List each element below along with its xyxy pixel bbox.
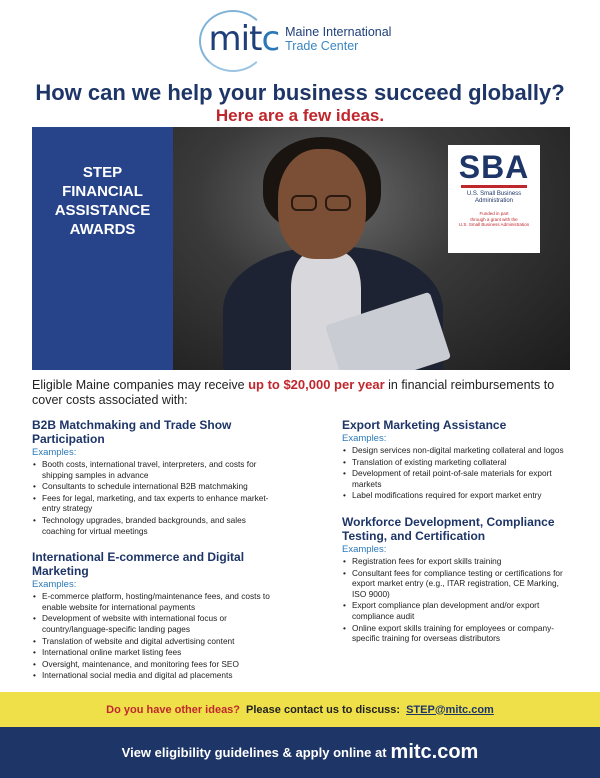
example-list <box>32 591 277 681</box>
sba-mark: SBA <box>458 149 530 185</box>
footer-bar <box>0 727 600 778</box>
contact-bar <box>0 692 600 727</box>
section-title: Export Marketing Assistance <box>342 418 507 432</box>
examples-label: Examples: <box>342 433 387 444</box>
list-item: • Translation of existing marketing collateral <box>352 457 574 468</box>
intro-after: in financial reimbursements to cover costs associated with: <box>32 378 555 407</box>
sba-funded <box>448 211 540 228</box>
examples-label: Examples: <box>32 447 77 458</box>
list-item: • Registration fees for export skills training <box>352 556 574 567</box>
example-list <box>32 459 277 536</box>
logo-mark-a: mit <box>208 19 262 59</box>
glasses-icon <box>291 195 353 211</box>
hero-title-line: STEP <box>82 164 123 181</box>
list-item: • Consultant fees for compliance testing or certifications for export market entry (e.g., ITAR registration, CE Marking, ISO 9000) <box>352 568 574 600</box>
headline: How can we help your business succeed globally? <box>35 80 565 105</box>
example-list <box>342 556 574 644</box>
list-item: • International online market listing fees <box>42 647 277 658</box>
list-item: • Label modifications required for export market entry <box>352 490 574 501</box>
examples-label: Examples: <box>32 579 77 591</box>
hero-title-panel <box>32 127 173 370</box>
hero-title-line: FINANCIAL <box>62 183 143 200</box>
logo-mark-b: c <box>261 19 280 59</box>
logo-mark <box>208 19 280 59</box>
list-item: • Oversight, maintenance, and monitoring fees for SEO <box>42 659 277 670</box>
hero-title-line: AWARDS <box>69 221 136 238</box>
section-b2b <box>32 418 277 536</box>
list-item: • Online export skills training for employees or company-specific training for overseas distributors <box>352 623 574 644</box>
section-ecommerce <box>32 550 277 681</box>
example-list <box>342 445 574 501</box>
left-column <box>32 418 277 695</box>
examples-label: Examples: <box>342 543 387 555</box>
sba-funded-line: Funded in part <box>479 211 509 216</box>
list-item: • Consultants to schedule international B2B matchmaking <box>42 481 277 492</box>
cta-question: Do you have other ideas? <box>106 703 241 716</box>
intro-before: Eligible Maine companies may receive <box>32 378 249 392</box>
section-title: Workforce Development, Compliance Testing, and Certification <box>342 514 555 543</box>
sba-logo <box>448 145 540 253</box>
hero-title <box>32 163 173 239</box>
logo-line-1: Maine International <box>285 25 392 39</box>
website-link[interactable]: mitc.com <box>390 741 479 763</box>
subhead: Here are a few ideas. <box>215 106 385 125</box>
list-item: • Export compliance plan development and/or export compliance audit <box>352 600 574 621</box>
logo-text <box>285 25 391 53</box>
hero-banner <box>32 127 570 370</box>
section-export-marketing <box>342 418 574 501</box>
logo-ring-icon <box>199 10 267 72</box>
list-item: • Translation of website and digital advertising content <box>42 636 277 647</box>
hero-photo <box>173 127 570 370</box>
list-item: • Technology upgrades, branded backgrounds, and sales coaching for virtual meetings <box>42 515 277 536</box>
sba-name-line: Administration <box>474 198 513 204</box>
mitc-logo <box>0 19 600 59</box>
email-link[interactable]: STEP@mitc.com <box>406 703 494 716</box>
cta-prompt: Please contact us to discuss: <box>246 703 401 716</box>
list-item: • Booth costs, international travel, interpreters, and costs for shipping samples in advance <box>42 459 277 480</box>
logo-line-2: Trade Center <box>285 39 359 53</box>
section-workforce <box>342 515 574 644</box>
section-title: B2B Matchmaking and Trade Show Participation <box>32 418 232 446</box>
list-item: • Development of retail point-of-sale materials for export markets <box>352 468 574 489</box>
sba-divider <box>461 185 527 188</box>
intro-text <box>32 377 572 408</box>
list-item: • Fees for legal, marketing, and tax experts to enhance market-entry strategy <box>42 493 277 514</box>
list-item: • E-commerce platform, hosting/maintenance fees, and costs to enable website for international payments <box>42 591 277 612</box>
hero-title-line: ASSISTANCE <box>54 202 151 219</box>
section-title: International E-commerce and Digital Marketing <box>32 550 245 579</box>
list-item: • International social media and digital ad placements <box>42 670 277 681</box>
sba-funded-line: U.S. Small Business Administration <box>458 222 530 227</box>
right-column <box>342 418 574 658</box>
intro-highlight: up to $20,000 per year <box>248 377 385 392</box>
list-item: • Development of website with international focus or country/language-specific landing pages <box>42 613 277 634</box>
list-item: • Design services non-digital marketing collateral and logos <box>352 445 574 456</box>
footer-text: View eligibility guidelines & apply online at <box>121 745 387 760</box>
sba-name-line: U.S. Small Business <box>466 191 522 197</box>
sba-funded-line: through a grant with the <box>470 216 518 222</box>
